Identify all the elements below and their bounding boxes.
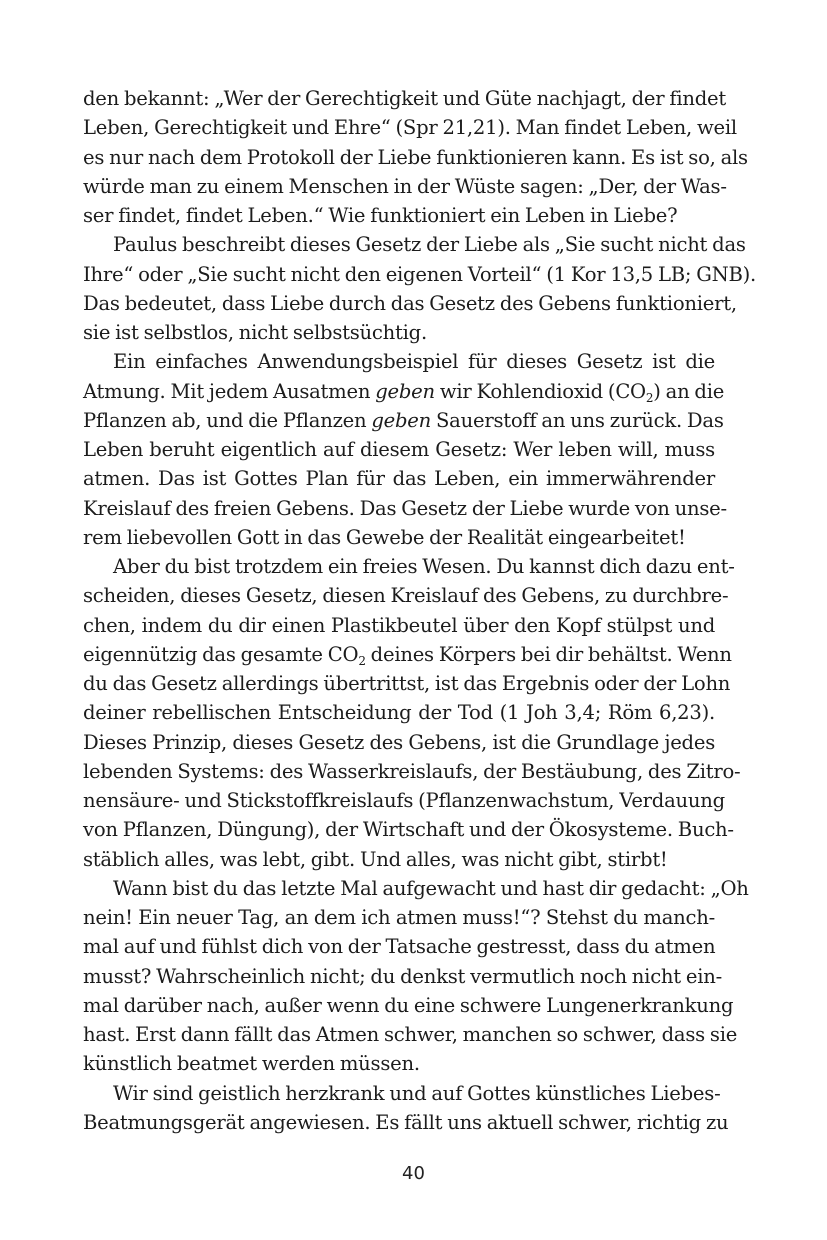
text-run: Pflanzen ab, und die Pflanzen: [83, 408, 372, 432]
text-line: [83, 640, 732, 669]
text-line: mal darüber nach, außer wenn du eine schwere Lungenerkrankung: [83, 993, 734, 1017]
emphasis: geben: [375, 379, 435, 403]
text-line: [83, 377, 725, 406]
text-line: den bekannt: „Wer der Gerechtigkeit und Güte nachjagt, der findet: [83, 87, 726, 110]
paragraph: [83, 1079, 729, 1138]
paragraph: [83, 874, 749, 1079]
text-line: [83, 406, 724, 435]
paragraph: [83, 552, 741, 874]
paragraph: [83, 230, 757, 347]
page-body: [83, 84, 757, 1137]
text-line: Paulus beschreibt dieses Gesetz der Liebe als „Sie sucht nicht das: [113, 233, 746, 257]
text-run: ) an die: [653, 379, 725, 403]
text-run: Sauerstoff an uns zurück. Das: [431, 408, 724, 432]
text-line: hast. Erst dann fällt das Atmen schwer, manchen so schwer, dass sie: [83, 1023, 738, 1046]
text-line: Dieses Prinzip, dieses Gesetz des Gebens, ist die Grundlage jedes: [83, 730, 715, 754]
text-line: sie ist selbstlos, nicht selbstsüchtig.: [83, 321, 427, 344]
text-line: Wir sind geistlich herzkrank und auf Gottes künstliches Liebes-: [113, 1081, 721, 1105]
text-line: Ihre“ oder „Sie sucht nicht den eigenen Vorteil“ (1 Kor 13,5 LB; GNB).: [83, 262, 757, 286]
text-line: nein! Ein neuer Tag, an dem ich atmen muss!“? Stehst du manch-: [83, 906, 715, 929]
text-line: ser findet, findet Leben.“ Wie funktioniert ein Leben in Liebe?: [83, 204, 678, 227]
text-line: Kreislauf des freien Gebens. Das Gesetz der Liebe wurde von unse-: [83, 496, 727, 520]
emphasis: geben: [371, 408, 432, 432]
text-line: chen, indem du dir einen Plastikbeutel über den Kopf stülpst und: [83, 613, 715, 637]
text-line: nensäure- und Stickstoffkreislaufs (Pflanzenwachstum, Verdauung: [83, 789, 725, 812]
text-line: rem liebevollen Gott in das Gewebe der Realität eingearbeitet!: [83, 525, 686, 549]
text-line: du das Gesetz allerdings übertrittst, ist das Ergebnis oder der Lohn: [83, 672, 731, 695]
text-line: Beatmungsgerät angewiesen. Es fällt uns aktuell schwer, richtig zu: [83, 1110, 729, 1134]
text-line: Das bedeutet, dass Liebe durch das Gesetz des Gebens funktioniert,: [83, 291, 737, 315]
text-line: Aber du bist trotzdem ein freies Wesen. Du kannst dich dazu ent-: [113, 555, 735, 578]
text-line: musst? Wahrscheinlich nicht; du denkst vermutlich noch nicht ein-: [83, 964, 722, 988]
text-line: stäblich alles, was lebt, gibt. Und alles, was nicht gibt, stirbt!: [83, 847, 668, 871]
text-line: Wann bist du das letzte Mal aufgewacht und hast dir gedacht: „Oh: [113, 876, 749, 900]
text-line: es nur nach dem Protokoll der Liebe funktionieren kann. Es ist so, als: [83, 145, 748, 169]
text-line: scheiden, dieses Gesetz, diesen Kreislauf des Gebens, zu durchbre-: [83, 584, 729, 608]
text-line: Leben beruht eigentlich auf diesem Gesetz: Wer leben will, muss: [83, 438, 715, 461]
page-number: 40: [402, 1163, 425, 1184]
text-line: deiner rebellischen Entscheidung der Tod (1 Joh 3,4; Röm 6,23).: [83, 701, 715, 725]
subscript: 2: [358, 653, 366, 668]
text-line: Leben, Gerechtigkeit und Ehre“ (Spr 21,21). Man findet Leben, weil: [83, 116, 737, 140]
text-run: Atmung. Mit jedem Ausatmen: [83, 379, 376, 403]
text-line: mal auf und fühlst dich von der Tatsache gestresst, dass du atmen: [83, 935, 716, 959]
text-run: wir Kohlendioxid (CO: [434, 379, 646, 403]
subscript: 2: [645, 390, 654, 405]
text-line: atmen. Das ist Gottes Plan für das Leben, ein immerwährender: [83, 467, 715, 491]
paragraph: [83, 84, 748, 230]
text-line: künstlich beatmet werden müssen.: [83, 1052, 420, 1076]
paragraph: [83, 347, 727, 552]
text-run: deines Körpers bei dir behältst. Wenn: [365, 642, 732, 666]
text-run: eigennützig das gesamte CO: [83, 642, 359, 666]
text-line: von Pflanzen, Düngung), der Wirtschaft und der Ökosysteme. Buch-: [83, 818, 734, 842]
text-line: Ein einfaches Anwendungsbeispiel für dieses Gesetz ist die: [113, 350, 715, 374]
text-line: lebenden Systems: des Wasserkreislaufs, der Bestäubung, des Zitro-: [83, 759, 741, 783]
text-line: würde man zu einem Menschen in der Wüste sagen: „Der, der Was-: [83, 174, 727, 198]
